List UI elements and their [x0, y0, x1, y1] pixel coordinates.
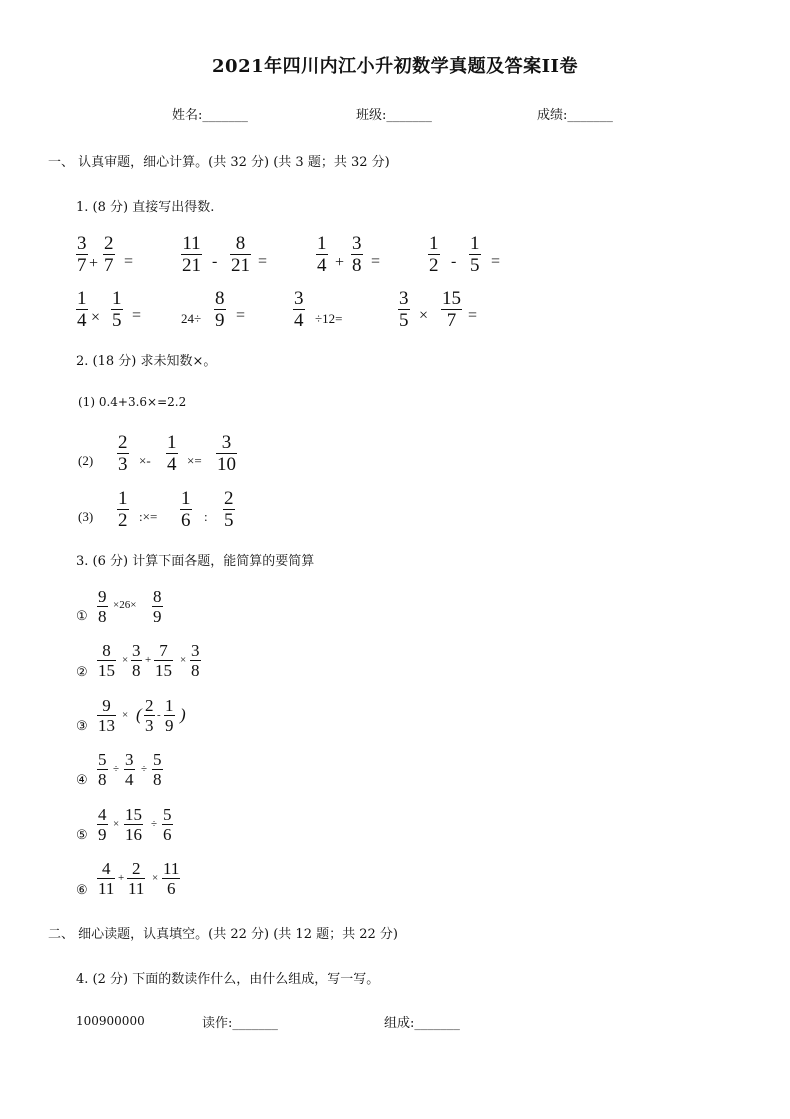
item-number: (2): [78, 453, 94, 468]
operator: ÷: [113, 763, 120, 775]
fraction: 5 6: [163, 805, 172, 844]
fraction: 3 5: [399, 288, 409, 331]
operator: -: [157, 709, 161, 721]
operator: +: [145, 654, 152, 666]
item-marker: ④: [76, 772, 88, 787]
read-label: 读作:: [202, 1016, 233, 1031]
operator: ×: [122, 709, 129, 721]
item-marker: ②: [76, 664, 88, 679]
item-marker: ⑤: [76, 827, 88, 842]
compose-field: [384, 1012, 460, 1031]
fraction: 2 7: [104, 233, 114, 276]
operator: +: [118, 872, 125, 884]
score-field: [537, 104, 613, 123]
name-field: [172, 104, 248, 123]
section-2-heading: 二、 细心读题，认真填空。(共 22 分) (共 12 题；共 22 分): [48, 927, 398, 942]
fraction: 8 15: [98, 641, 115, 680]
class-blank: _______: [386, 108, 432, 123]
question-3-label: 3. (6 分) 计算下面各题，能简算的要简算: [76, 554, 315, 569]
fraction: 1 4: [317, 233, 327, 276]
operator: :×=: [139, 509, 158, 524]
fraction: 2 5: [224, 488, 234, 531]
operator: +: [335, 254, 345, 271]
operator: ×-: [139, 453, 151, 468]
fraction: 1 5: [470, 233, 480, 276]
operator: ×: [152, 872, 159, 884]
equals-sign: =: [468, 307, 478, 324]
fraction: 3 4: [294, 288, 304, 331]
fraction: 15 16: [125, 805, 142, 844]
fraction: 9 13: [98, 696, 115, 735]
equals-sign: =: [124, 253, 134, 270]
operator: ÷: [151, 818, 158, 830]
operator: ÷: [141, 763, 148, 775]
item-marker: ①: [76, 608, 88, 623]
fraction: 1 5: [112, 288, 122, 331]
operator: ×26×: [113, 599, 137, 611]
fraction: 1 4: [77, 288, 87, 331]
fraction: 3 7: [77, 233, 87, 276]
name-label: 姓名:: [172, 108, 203, 123]
fraction: 3 8: [352, 233, 362, 276]
left-parenthesis: (: [136, 705, 142, 724]
item-marker: ⑥: [76, 882, 88, 897]
operator: -: [451, 253, 457, 270]
read-blank: _______: [232, 1016, 278, 1031]
equation-1: (1) 0.4+3.6×=2.2: [78, 395, 187, 409]
fraction: 8 9: [153, 587, 162, 626]
equals-sign: =: [236, 307, 246, 324]
fraction: 1 2: [118, 488, 128, 531]
operand: ÷12=: [315, 311, 343, 326]
fraction: 5 8: [153, 750, 162, 789]
fraction: 1 6: [181, 488, 191, 531]
read-field: [202, 1012, 278, 1031]
operand: 24÷: [181, 311, 202, 326]
fraction: 3 10: [217, 432, 236, 475]
fraction: 2 3: [118, 432, 128, 475]
equals-sign: =: [258, 253, 268, 270]
section-1-heading: 一、 认真审题，细心计算。(共 32 分) (共 3 题；共 32 分): [48, 155, 390, 170]
class-field: [356, 104, 432, 123]
operator: ×: [419, 307, 429, 324]
fraction: 3 8: [191, 641, 200, 680]
fraction: 2 3: [145, 696, 154, 735]
fraction: 8 9: [215, 288, 225, 331]
fraction: 4 9: [98, 805, 107, 844]
item-number: (3): [78, 509, 94, 524]
operator: ×: [113, 818, 120, 830]
page-title: 2021年四川内江小升初数学真题及答案II卷: [212, 56, 578, 77]
fraction: 11 6: [163, 859, 180, 898]
fraction: 15 7: [442, 288, 461, 331]
operator: ×: [122, 654, 129, 666]
name-blank: _______: [202, 108, 248, 123]
fraction: 5 8: [98, 750, 107, 789]
fraction: 1 4: [167, 432, 177, 475]
fraction: 1 9: [165, 696, 174, 735]
fraction: 4 11: [98, 859, 115, 898]
class-label: 班级:: [356, 108, 387, 123]
operator: :: [204, 509, 208, 524]
equals-sign: =: [491, 253, 501, 270]
fraction: 2 11: [128, 859, 145, 898]
fraction: 3 4: [125, 750, 134, 789]
compose-blank: _______: [414, 1016, 460, 1031]
score-label: 成绩:: [537, 108, 568, 123]
question-4-label: 4. (2 分) 下面的数读作什么，由什么组成，写一写。: [76, 972, 380, 987]
equals-sign: =: [132, 307, 142, 324]
fraction: 8 21: [231, 233, 250, 276]
operator: ×=: [187, 453, 202, 468]
fraction: 9 8: [98, 587, 107, 626]
compose-label: 组成:: [384, 1016, 415, 1031]
question-2-label: 2. (18 分) 求未知数×。: [76, 354, 217, 369]
operator: -: [212, 253, 218, 270]
equals-sign: =: [371, 253, 381, 270]
fraction: 3 8: [132, 641, 141, 680]
fraction: 7 15: [155, 641, 172, 680]
question-1-label: 1. (8 分) 直接写出得数.: [76, 200, 215, 215]
operator: ×: [180, 654, 187, 666]
score-blank: _______: [567, 108, 613, 123]
item-marker: ③: [76, 718, 88, 733]
fraction: 11 21: [182, 233, 201, 276]
number-value: 100900000: [76, 1014, 145, 1028]
fraction: 1 2: [429, 233, 439, 276]
operator: +: [89, 255, 99, 272]
operator: ×: [91, 309, 101, 326]
right-parenthesis: ): [180, 705, 186, 724]
